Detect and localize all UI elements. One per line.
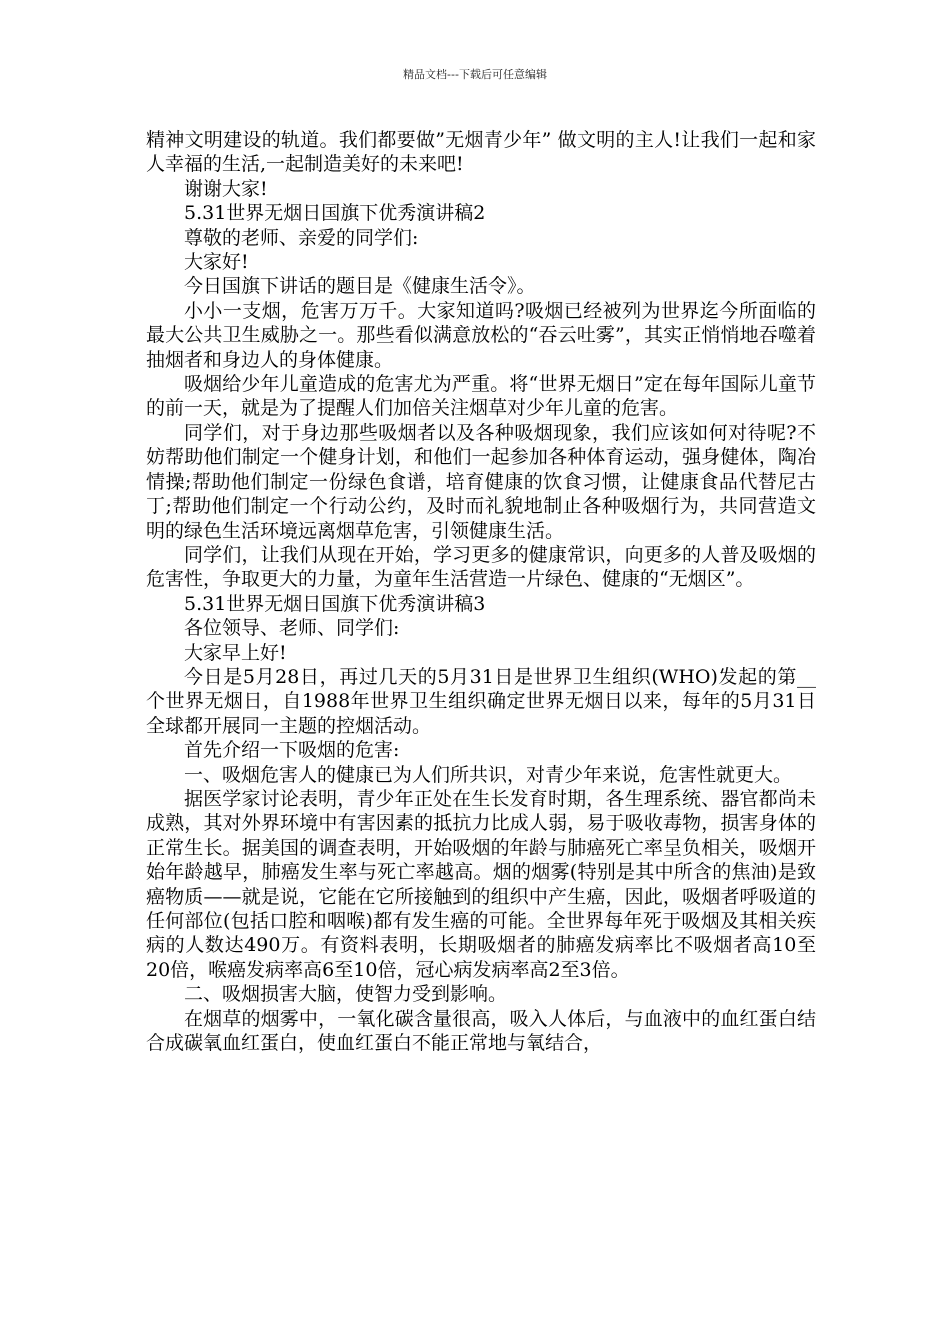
paragraph: 首先介绍一下吸烟的危害: <box>184 739 400 762</box>
paragraph: 今日是5月28日，再过几天的5月31日是世界卫生组织(WHO)发起的第__个世界无烟日，自1988年世界卫生组织确定世界无烟日以来，每年的5月31日全球都开展同一主题的控烟活动。 <box>146 665 816 737</box>
paragraph: 今日国旗下讲话的题目是《健康生活令》。 <box>184 275 536 298</box>
paragraph: 二、吸烟损害大脑，使智力受到影响。 <box>184 983 508 1006</box>
paragraph: 5.31世界无烟日国旗下优秀演讲稿3 <box>184 592 486 615</box>
paragraph: 精神文明建设的轨道。我们都要做”无烟青少年” 做文明的主人!让我们一起和家人幸福的生活,一起制造美好的未来吧! <box>146 129 816 176</box>
paragraph: 同学们，让我们从现在开始，学习更多的健康常识，向更多的人普及吸烟的危害性，争取更大的力量，为童年生活营造一片绿色、健康的“无烟区”。 <box>146 543 816 591</box>
paragraph: 一、吸烟危害人的健康已为人们所共识，对青少年来说，危害性就更大。 <box>184 763 793 786</box>
paragraph: 5.31世界无烟日国旗下优秀演讲稿2 <box>184 202 486 225</box>
paragraph: 尊敬的老师、亲爱的同学们: <box>184 226 419 249</box>
paragraph: 在烟草的烟雾中，一氧化碳含量很高，吸入人体后，与血液中的血红蛋白结合成碳氧血红蛋白，使血红蛋白不能正常地与氧结合， <box>146 1007 816 1055</box>
paragraph: 小小一支烟，危害万万千。大家知道吗?吸烟已经被列为世界迄今所面临的最大公共卫生威胁之一。那些看似满意放松的“吞云吐雾”，其实正悄悄地吞噬着抽烟者和身边人的身体健康。 <box>146 299 816 371</box>
paragraph: 同学们，对于身边那些吸烟者以及各种吸烟现象，我们应该如何对待呢?不妨帮助他们制定一个健身计划，和他们一起参加各种体育运动，强身健体，陶冶情操;帮助他们制定一份绿色食谱，培育健康的饮食习惯，让健康食品代替尼古丁;帮助他们制定一个行动公约，及时而礼貌地制止各种吸烟行为，共同营造文明的绿色生活环境远离烟草危害，引领健康生活。 <box>146 421 816 542</box>
paragraph: 大家早上好! <box>184 641 287 664</box>
paragraph: 各位领导、老师、同学们: <box>184 617 400 640</box>
paragraph: 据医学家讨论表明，青少年正处在生长发育时期，各生理系统、器官都尚未成熟，其对外界环境中有害因素的抵抗力比成人弱，易于吸收毒物，损害身体的正常生长。据美国的调查表明，开始吸烟的年龄与肺癌死亡率呈负相关，吸烟开始年龄越早，肺癌发生率与死亡率越高。烟的烟雾(特别是其中所含的焦油)是致癌物质——就是说，它能在它所接触到的组织中产生癌，因此，吸烟者呼吸道的任何部位(包括口腔和咽喉)都有发生癌的可能。全世界每年死于吸烟及其相关疾病的人数达490万。有资料表明，长期吸烟者的肺癌发病率比不吸烟者高10至20倍，喉癌发病率高6至10倍，冠心病发病率高2至3倍。 <box>146 787 816 981</box>
paragraph: 大家好! <box>184 251 249 274</box>
document-body <box>146 128 816 1055</box>
paragraph: 吸烟给少年儿童造成的危害尤为严重。将“世界无烟日”定在每年国际儿童节的前一天，就是为了提醒人们加倍关注烟草对少年儿童的危害。 <box>146 373 816 420</box>
paragraph: 谢谢大家! <box>184 177 268 200</box>
page-header: 精品文档---下载后可任意编辑 <box>403 68 547 81</box>
